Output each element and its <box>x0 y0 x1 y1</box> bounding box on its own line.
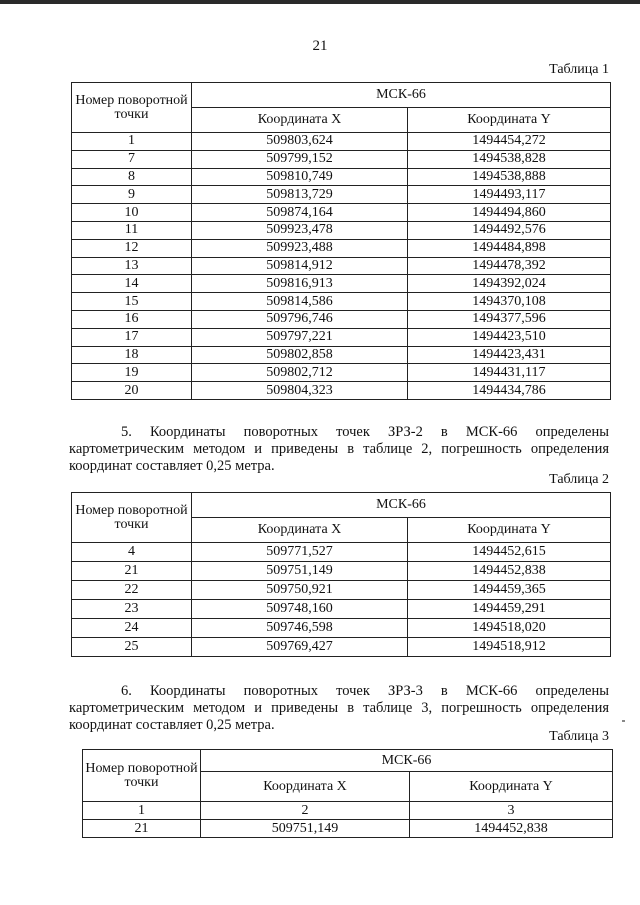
table3-header-x: Координата X <box>201 772 410 802</box>
table3-header-system: МСК-66 <box>201 750 613 772</box>
point-number: 7 <box>72 150 192 168</box>
coord-y: 1494370,108 <box>408 293 611 311</box>
coord-y: 1494431,117 <box>408 364 611 382</box>
point-number: 9 <box>72 186 192 204</box>
table-row <box>72 638 611 657</box>
point-number: 18 <box>72 346 192 364</box>
table1-header-x: Координата X <box>192 108 408 133</box>
point-number: 22 <box>72 581 192 600</box>
coord-y: 1494538,888 <box>408 168 611 186</box>
coord-y: 1494423,431 <box>408 346 611 364</box>
coord-x: 509769,427 <box>192 638 408 657</box>
table-row <box>72 204 611 222</box>
coord-x: 509923,478 <box>192 221 408 239</box>
point-number: 13 <box>72 257 192 275</box>
table2-header-point: Номер поворотной точки <box>72 493 192 543</box>
coord-x: 509816,913 <box>192 275 408 293</box>
coord-y: 1494484,898 <box>408 239 611 257</box>
coord-x: 509813,729 <box>192 186 408 204</box>
table-row <box>72 186 611 204</box>
coord-y: 1494392,024 <box>408 275 611 293</box>
table2-header-y: Координата Y <box>408 518 611 543</box>
coord-y: 1494452,838 <box>410 820 613 838</box>
table-row <box>72 293 611 311</box>
coord-y: 1494459,365 <box>408 581 611 600</box>
point-number: 25 <box>72 638 192 657</box>
point-number: 19 <box>72 364 192 382</box>
coord-y: 1494452,838 <box>408 562 611 581</box>
coord-x: 509802,712 <box>192 364 408 382</box>
point-number: 17 <box>72 328 192 346</box>
coord-x: 509802,858 <box>192 346 408 364</box>
table1-header-point: Номер поворотной точки <box>72 83 192 133</box>
table3-index-1: 1 <box>83 802 201 820</box>
coord-x: 509796,746 <box>192 310 408 328</box>
coord-x: 509799,152 <box>192 150 408 168</box>
table2-header-system: МСК-66 <box>192 493 611 518</box>
point-number: 14 <box>72 275 192 293</box>
table-row <box>72 382 611 400</box>
point-number: 8 <box>72 168 192 186</box>
coord-x: 509771,527 <box>192 543 408 562</box>
table3-index-2: 2 <box>201 802 410 820</box>
paragraph-6 <box>69 683 609 734</box>
coord-y: 1494377,596 <box>408 310 611 328</box>
table3-body <box>83 802 613 838</box>
page-number: 21 <box>312 38 328 54</box>
coord-x: 509814,586 <box>192 293 408 311</box>
coord-y: 1494459,291 <box>408 600 611 619</box>
coord-y: 1494518,020 <box>408 619 611 638</box>
coord-x: 509750,921 <box>192 581 408 600</box>
point-number: 4 <box>72 543 192 562</box>
table3-index-row <box>83 802 613 820</box>
table-row <box>72 581 611 600</box>
paragraph-6-text: 6. Координаты поворотных точек ЗРЗ-3 в МСК-66 определены картометрическим методом и приведены в таблице 3, погрешность определения координат составляет 0,25 метра. <box>69 683 609 733</box>
coord-y: 1494478,392 <box>408 257 611 275</box>
table2 <box>71 492 611 657</box>
point-number: 24 <box>72 619 192 638</box>
table-row <box>72 346 611 364</box>
table-row <box>72 275 611 293</box>
paragraph-5-text: 5. Координаты поворотных точек ЗРЗ-2 в МСК-66 определены картометрическим методом и приведены в таблице 2, погрешность определения координат составляет 0,25 метра. <box>69 424 609 474</box>
table-row <box>72 150 611 168</box>
coord-x: 509797,221 <box>192 328 408 346</box>
table-row <box>72 600 611 619</box>
table2-caption: Таблица 2 <box>549 472 609 487</box>
coord-y: 1494423,510 <box>408 328 611 346</box>
point-number: 10 <box>72 204 192 222</box>
table3-header-y: Координата Y <box>410 772 613 802</box>
point-number: 21 <box>72 562 192 581</box>
coord-x: 509751,149 <box>192 562 408 581</box>
coord-x: 509874,164 <box>192 204 408 222</box>
table-row <box>72 619 611 638</box>
table-row <box>72 257 611 275</box>
table-row <box>72 310 611 328</box>
coord-y: 1494494,860 <box>408 204 611 222</box>
table-row <box>72 328 611 346</box>
coord-x: 509746,598 <box>192 619 408 638</box>
table2-header-x: Координата X <box>192 518 408 543</box>
table1-header-system: МСК-66 <box>192 83 611 108</box>
coord-y: 1494518,912 <box>408 638 611 657</box>
table-row <box>72 221 611 239</box>
coord-y: 1494434,786 <box>408 382 611 400</box>
table3-caption: Таблица 3 <box>549 729 609 744</box>
table-row <box>72 562 611 581</box>
table1-body <box>72 133 611 400</box>
table3-header-point: Номер поворотной точки <box>83 750 201 802</box>
table-row <box>72 364 611 382</box>
table3-index-3: 3 <box>410 802 613 820</box>
coord-x: 509751,149 <box>201 820 410 838</box>
coord-x: 509803,624 <box>192 133 408 151</box>
coord-x: 509814,912 <box>192 257 408 275</box>
table-row <box>83 820 613 838</box>
coord-x: 509923,488 <box>192 239 408 257</box>
point-number: 16 <box>72 310 192 328</box>
paragraph-5 <box>69 424 609 475</box>
coord-y: 1494452,615 <box>408 543 611 562</box>
table-row <box>72 168 611 186</box>
coord-x: 509748,160 <box>192 600 408 619</box>
coord-y: 1494492,576 <box>408 221 611 239</box>
point-number: 20 <box>72 382 192 400</box>
scan-speck <box>622 720 625 722</box>
table1-header-y: Координата Y <box>408 108 611 133</box>
table-row <box>72 133 611 151</box>
point-number: 1 <box>72 133 192 151</box>
coord-y: 1494538,828 <box>408 150 611 168</box>
coord-x: 509804,323 <box>192 382 408 400</box>
coord-x: 509810,749 <box>192 168 408 186</box>
point-number: 11 <box>72 221 192 239</box>
point-number: 12 <box>72 239 192 257</box>
point-number: 15 <box>72 293 192 311</box>
table-row <box>72 543 611 562</box>
coord-y: 1494454,272 <box>408 133 611 151</box>
table1 <box>71 82 611 400</box>
coord-y: 1494493,117 <box>408 186 611 204</box>
point-number: 21 <box>83 820 201 838</box>
table-row <box>72 239 611 257</box>
table1-caption: Таблица 1 <box>549 62 609 77</box>
table2-body <box>72 543 611 657</box>
table3 <box>82 749 613 838</box>
point-number: 23 <box>72 600 192 619</box>
